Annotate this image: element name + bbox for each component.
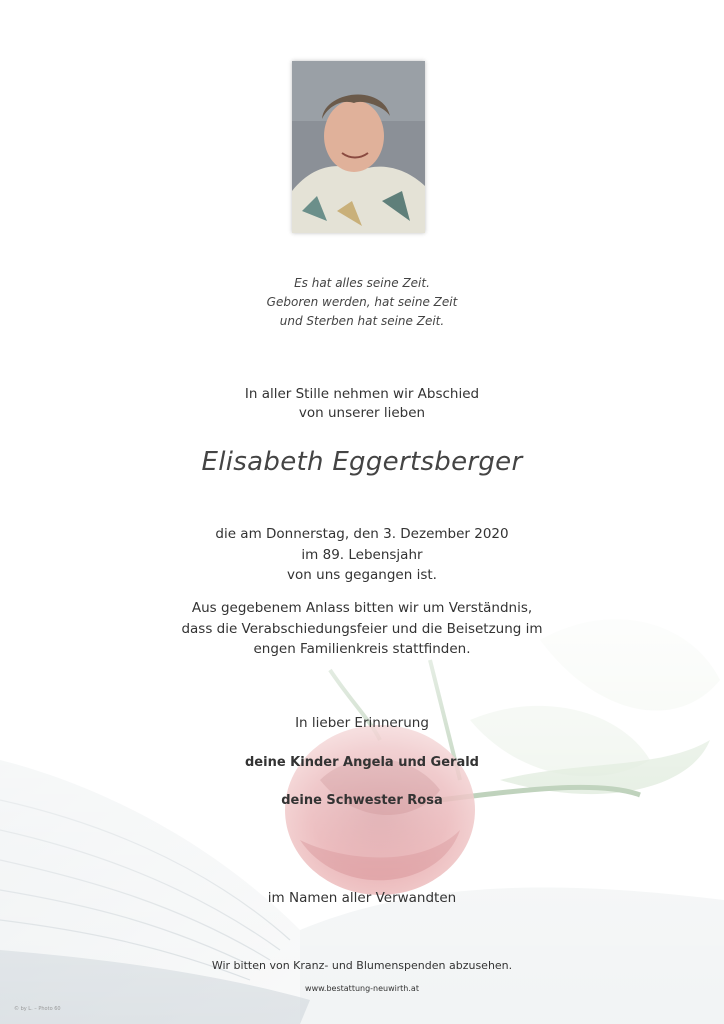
death-info-line: im 89. Lebensjahr: [301, 546, 423, 563]
mourner-sister: deine Schwester Rosa: [281, 793, 443, 808]
memory-label: In lieber Erinnerung: [295, 715, 429, 731]
quote-line: und Sterben hat seine Zeit.: [279, 314, 445, 328]
intro-line: In aller Stille nehmen wir Abschied: [244, 386, 480, 402]
relatives-label: im Namen aller Verwandten: [267, 890, 457, 906]
intro-line: von unserer lieben: [298, 405, 426, 421]
portrait-photo: [292, 61, 425, 233]
flowers-note: Wir bitten von Kranz- und Blumenspenden abzusehen.: [211, 959, 513, 972]
death-info-block: [0, 524, 724, 586]
notice-line: Aus gegebenem Anlass bitten wir um Verständnis,: [191, 600, 533, 616]
notice-line: engen Familienkreis stattfinden.: [253, 641, 471, 657]
death-info-line: von uns gegangen ist.: [287, 567, 437, 583]
notice-block: [0, 598, 724, 660]
mourner-children: deine Kinder Angela und Gerald: [245, 755, 479, 770]
image-copyright: © by L. – Photo 60: [14, 1006, 61, 1012]
quote-line: Es hat alles seine Zeit.: [294, 276, 430, 290]
intro-block: [0, 385, 724, 423]
website-link[interactable]: www.bestattung-neuwirth.at: [305, 984, 419, 993]
quote-block: [0, 274, 724, 331]
death-info-line: die am Donnerstag, den 3. Dezember 2020: [215, 526, 509, 542]
notice-line: dass die Verabschiedungsfeier und die Beisetzung im: [181, 620, 543, 637]
quote-line: Geboren werden, hat seine Zeit: [266, 295, 458, 309]
deceased-name: Elisabeth Eggertsberger: [201, 447, 523, 477]
